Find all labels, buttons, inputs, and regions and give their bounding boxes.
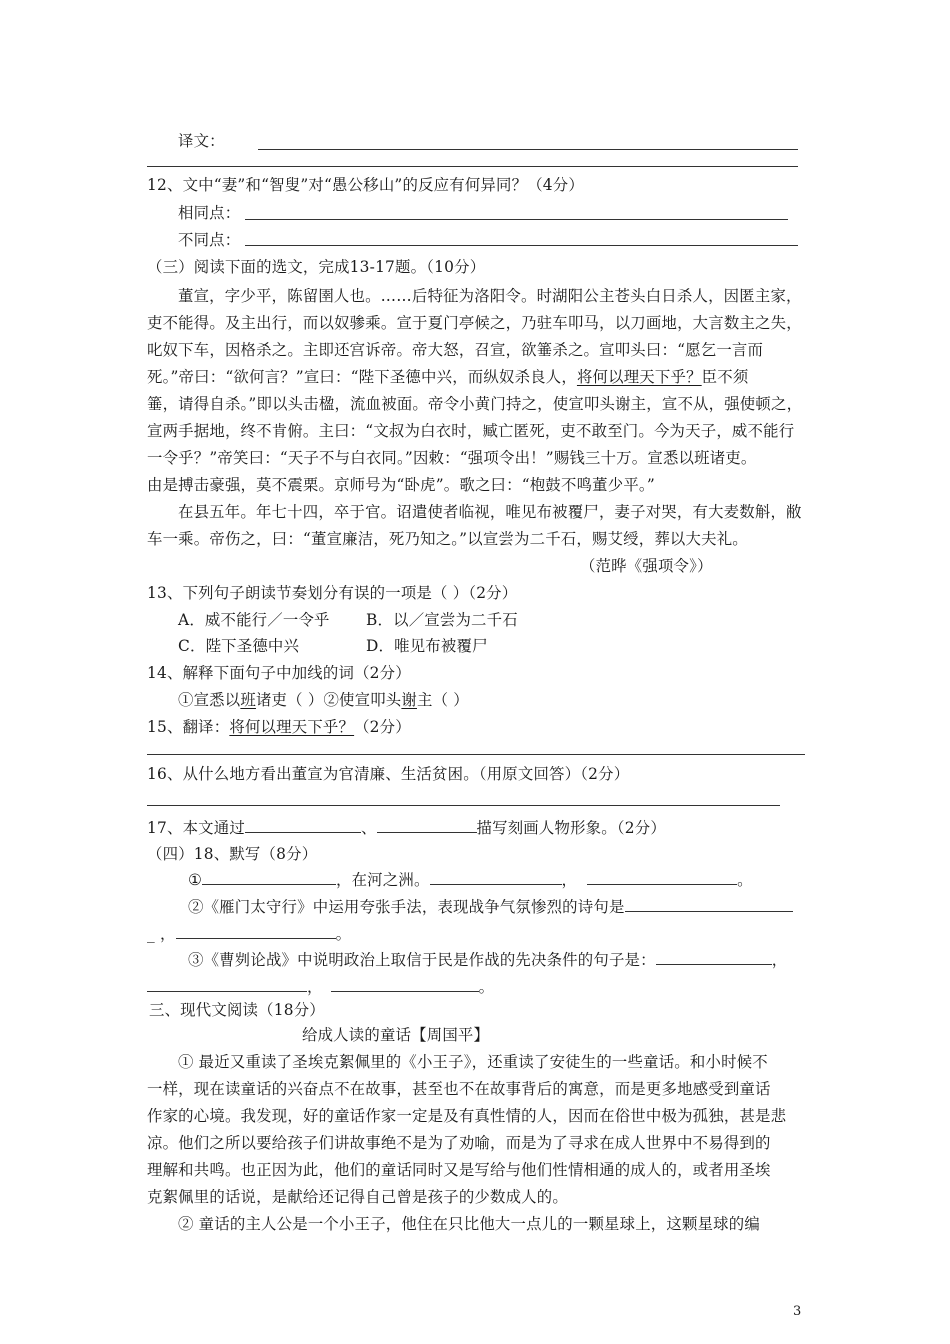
q14-item-2-text: ②使宣叩头 (323, 691, 402, 709)
q18-comma: _ ， (147, 925, 176, 943)
article-title: 给成人读的童话【周国平】 (302, 1026, 490, 1044)
q18-blank-1[interactable] (202, 870, 336, 885)
passage-text: 死。”帝曰：“欲何言？”宣曰：“陛下圣德中兴，而纵奴杀良人， (147, 368, 577, 386)
q13-option-d: D．唯见布被覆尸 (366, 637, 488, 655)
q18-text: ，在河之洲。 (336, 871, 430, 889)
translation-label: 译文： (178, 132, 225, 150)
article-line: 理解和共鸣。也正因为此，他们的童话同时又是写给与他们性情相通的成人的，或者用圣埃 (147, 1161, 771, 1179)
q18-blank-7[interactable] (147, 977, 307, 992)
q15-prefix: 15、翻译： (147, 718, 230, 736)
q18-item-3-line-2 (147, 977, 807, 997)
q18-blank-6[interactable] (656, 950, 772, 965)
q16-answer-line[interactable] (147, 805, 780, 806)
passage-text: 臣不须 (701, 368, 749, 386)
passage-line: 在县五年。年七十四，卒于官。诏遣使者临视，唯见布被覆尸，妻子对哭，有大麦数斛，敝 (178, 503, 802, 521)
q18-comma: ， (561, 871, 578, 889)
q18-period: 。 (335, 925, 352, 943)
q18-item-2-text: ②《雁门太守行》中运用夸张手法，表现战争气氛惨烈的诗句是 (188, 898, 625, 916)
q17-prefix: 17、本文通过 (147, 819, 245, 837)
article-line: 作家的心境。我发现，好的童话作家一定是及有真性情的人，因而在俗世中极为孤独，甚是悲 (147, 1107, 787, 1125)
question-15 (147, 717, 807, 737)
q17-blank-1[interactable] (245, 818, 361, 833)
passage-line: 叱奴下车，因格杀之。主即还宫诉帝。帝大怒，召宣，欲箠杀之。宣叩头曰：“愿乞一言而 (147, 341, 764, 359)
q14-items (178, 690, 838, 710)
q18-blank-2[interactable] (430, 870, 562, 885)
passage-line: 箠，请得自杀。”即以头击楹，流血被面。帝令小黄门持之，使宣叩头谢主，宣不从，强使顿之， (147, 395, 803, 413)
question-12: 12、文中“妻”和“智叟”对“愚公移山”的反应有何异同？（4分） (147, 176, 584, 194)
passage-line: 吏不能得。及主出行，而以奴骖乘。宣于夏门亭候之，乃驻车叩马，以刀画地，大言数主之失， (147, 314, 802, 332)
section-4-heading: （四）18、默写（8分） (147, 845, 318, 863)
question-14: 14、解释下面句子中加线的词（2分） (147, 664, 411, 682)
q12-diff-label: 不同点： (178, 231, 241, 249)
q18-blank-4[interactable] (625, 897, 793, 912)
page-number: 3 (793, 1304, 802, 1319)
q18-comma: ， (307, 978, 323, 996)
q12-same-label: 相同点： (178, 204, 241, 222)
article-line: 克絮佩里的话说，是献给还记得自己曾是孩子的少数成人的。 (147, 1188, 568, 1206)
passage-line (147, 367, 807, 387)
article-line: 一样，现在读童话的兴奋点不在故事，甚至也不在故事背后的寓意，而是更多地感受到童话 (147, 1080, 771, 1098)
modern-reading-heading: 三、现代文阅读（18分） (149, 1001, 325, 1019)
section-3-heading: （三）阅读下面的选文，完成13-17题。（10分） (147, 258, 486, 276)
question-16: 16、从什么地方看出董宣为官清廉、生活贫困。（用原文回答）（2分） (147, 765, 630, 783)
q18-item-3-text: ③《曹刿论战》中说明政治上取信于民是作战的先决条件的句子是： (188, 951, 656, 969)
q15-answer-line[interactable] (147, 754, 805, 755)
passage-line: 车一乘。帝伤之，曰：“董宣廉洁，死乃知之。”以宣尝为二千石，赐艾绶，葬以大夫礼。 (147, 530, 748, 548)
translation-answer-line[interactable] (258, 149, 798, 150)
q12-diff-answer-line[interactable] (245, 245, 798, 246)
q18-item-3 (188, 950, 848, 970)
circled-one: ① (188, 871, 202, 889)
passage-line: 董宣，字少平，陈留圉人也。……后特征为洛阳令。时湖阳公主苍头白日杀人，因匿主家， (178, 287, 802, 305)
article-line: ② 童话的主人公是一个小王子，他住在只比他大一点儿的一颗星球上，这颗星球的编 (178, 1215, 760, 1233)
q18-item-1 (188, 870, 848, 890)
q14-underlined-word: 班 (240, 691, 256, 709)
underlined-sentence: 将何以理天下乎？ (576, 368, 702, 386)
q18-blank-8[interactable] (331, 977, 479, 992)
article-line: 凉。他们之所以要给孩子们讲故事绝不是为了劝喻，而是为了寻求在成人世界中不易得到的 (147, 1134, 771, 1152)
q18-comma: ， (771, 951, 788, 969)
q13-option-b: B．以／宣尝为二千石 (366, 611, 518, 629)
translation-line (178, 131, 838, 151)
q14-underlined-word: 谢 (401, 691, 417, 709)
q14-item-1-blank[interactable]: 诸吏（ ） (255, 691, 324, 709)
passage-line: 由是搏击豪强，莫不震栗。京师号为“卧虎”。歌之曰：“枹鼓不鸣董少平。” (147, 476, 655, 494)
q14-item-2-blank[interactable]: 主（ ） (417, 691, 469, 709)
passage-line: 宣两手据地，终不肯俯。主曰：“文叔为白衣时，臧亡匿死，吏不敢至门。今为天子，威不能行 (147, 422, 795, 440)
passage-line: 一令乎？”帝笑曰：“天子不与白衣同。”因敕：“强项令出！”赐钱三十万。宣悉以班诸吏。 (147, 449, 757, 467)
article-line: ① 最近又重读了圣埃克絮佩里的《小王子》，还重读了安徒生的一些童话。和小时候不 (178, 1053, 768, 1071)
q17-separator: 、 (360, 819, 377, 837)
translation-answer-line-2[interactable] (147, 166, 798, 167)
q13-option-c: C．陛下圣德中兴 (178, 637, 300, 655)
q18-item-2 (188, 897, 848, 917)
question-13: 13、下列句子朗读节奏划分有误的一项是（ ）（2分） (147, 584, 518, 602)
q18-item-2-line-2 (147, 924, 807, 944)
citation: （范晔《强项令》） (580, 557, 713, 575)
q17-suffix: 描写刻画人物形象。（2分） (476, 819, 666, 837)
q18-blank-3[interactable] (587, 870, 737, 885)
q14-item-1-text: ①宣悉以 (178, 691, 241, 709)
question-17 (147, 818, 807, 838)
q18-period: 。 (478, 978, 495, 996)
q15-points: （2分） (354, 718, 411, 736)
q12-same-answer-line[interactable] (245, 219, 788, 220)
q15-underlined-sentence: 将何以理天下乎？ (229, 718, 355, 736)
q13-option-a: A．威不能行／一令乎 (178, 611, 330, 629)
q18-period: 。 (737, 871, 753, 889)
q18-blank-5[interactable] (176, 924, 336, 939)
q17-blank-2[interactable] (377, 818, 477, 833)
